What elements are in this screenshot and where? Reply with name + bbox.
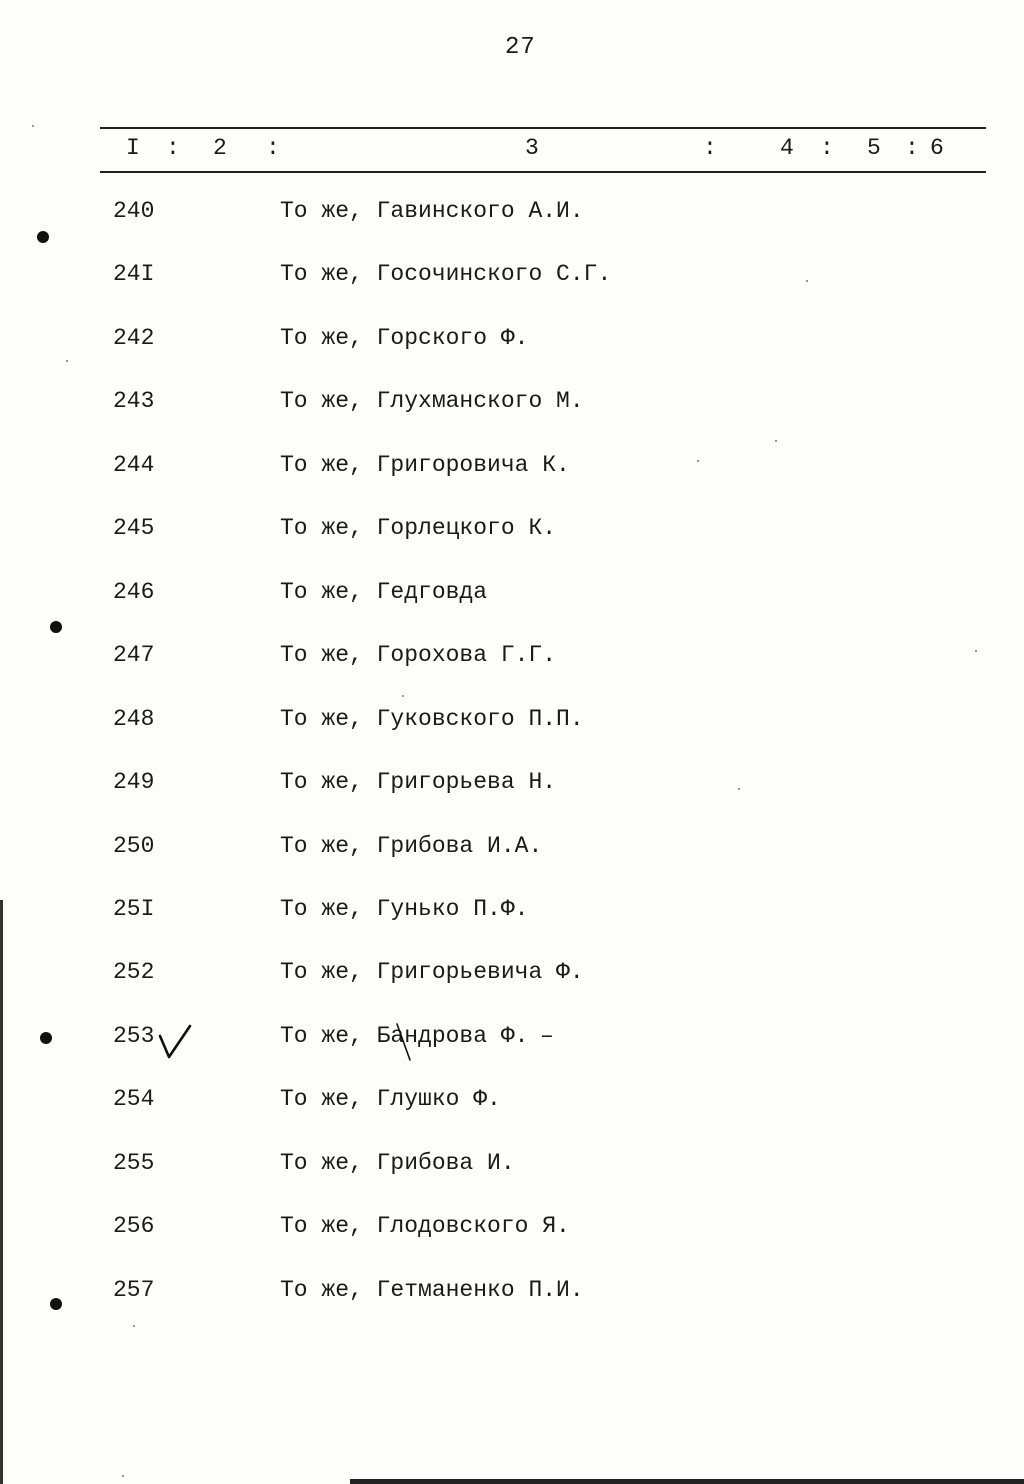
row-description: То же, Григорьева Н. <box>280 769 557 795</box>
scan-speck <box>697 460 699 462</box>
row-number: 244 <box>113 452 155 478</box>
punch-hole-icon <box>50 1298 62 1310</box>
handwritten-check-icon <box>158 1024 192 1060</box>
scan-edge-bottom <box>350 1479 1024 1484</box>
row-number: 254 <box>113 1086 155 1112</box>
table-row <box>0 261 1024 295</box>
header-bottom-rule <box>100 171 986 173</box>
row-description: То же, Григорьевича Ф. <box>280 959 584 985</box>
row-number: 240 <box>113 198 155 224</box>
row-number: 246 <box>113 579 155 605</box>
table-row <box>0 896 1024 930</box>
scan-speck <box>738 788 740 790</box>
scan-speck <box>32 125 34 127</box>
punch-hole-icon <box>50 621 62 633</box>
row-dash-mark: – <box>540 1023 554 1049</box>
scan-speck <box>122 1475 124 1477</box>
header-separator: : <box>166 135 180 161</box>
row-number: 257 <box>113 1277 155 1303</box>
table-row <box>0 388 1024 422</box>
header-top-rule <box>100 127 986 129</box>
table-row <box>0 452 1024 486</box>
row-description: То же, Госочинского С.Г. <box>280 261 612 287</box>
row-description: То же, Горского Ф. <box>280 325 529 351</box>
row-number: 250 <box>113 833 155 859</box>
header-separator: : <box>820 135 834 161</box>
handwritten-strike-icon <box>394 1022 414 1062</box>
row-number: 25I <box>113 896 155 922</box>
row-number: 249 <box>113 769 155 795</box>
header-separator: : <box>266 135 280 161</box>
row-number: 255 <box>113 1150 155 1176</box>
row-description: То же, Гедговда <box>280 579 488 605</box>
row-number: 256 <box>113 1213 155 1239</box>
table-row <box>0 706 1024 740</box>
row-number: 248 <box>113 706 155 732</box>
header-col-3: 3 <box>525 135 539 161</box>
scan-speck <box>975 650 977 652</box>
table-row <box>0 515 1024 549</box>
header-separator: : <box>703 135 717 161</box>
row-description: То же, Гуковского П.П. <box>280 706 584 732</box>
table-row <box>0 642 1024 676</box>
row-description: То же, Гавинского А.И. <box>280 198 584 224</box>
table-row <box>0 1277 1024 1311</box>
row-number: 243 <box>113 388 155 414</box>
row-description: То же, Бандрова Ф. <box>280 1023 529 1049</box>
header-col-4: 4 <box>780 135 794 161</box>
table-row <box>0 198 1024 232</box>
row-number: 245 <box>113 515 155 541</box>
header-col-5: 5 <box>867 135 881 161</box>
scan-speck <box>806 280 808 282</box>
header-col-2: 2 <box>213 135 227 161</box>
row-description: То же, Глухманского М. <box>280 388 584 414</box>
page-number: 27 <box>505 34 536 61</box>
scan-speck <box>66 360 68 362</box>
row-description: То же, Горохова Г.Г. <box>280 642 557 668</box>
row-description: То же, Грибова И. <box>280 1150 515 1176</box>
row-description: То же, Глушко Ф. <box>280 1086 501 1112</box>
scan-speck <box>133 1325 135 1327</box>
scan-speck <box>402 695 404 697</box>
table-row <box>0 769 1024 803</box>
row-description: То же, Григоровича К. <box>280 452 570 478</box>
table-header <box>0 135 1024 165</box>
punch-hole-icon <box>40 1032 52 1044</box>
header-separator: : <box>905 135 919 161</box>
table-row <box>0 1150 1024 1184</box>
table-row <box>0 833 1024 867</box>
row-number: 24I <box>113 261 155 287</box>
table-row <box>0 959 1024 993</box>
row-number: 242 <box>113 325 155 351</box>
row-number: 252 <box>113 959 155 985</box>
scan-edge-left <box>0 900 3 1484</box>
table-row <box>0 1213 1024 1247</box>
header-col-1: I <box>126 135 140 161</box>
header-col-6: 6 <box>930 135 944 161</box>
table-row <box>0 1023 1024 1057</box>
scan-speck <box>775 440 777 442</box>
row-description: То же, Гетманенко П.И. <box>280 1277 584 1303</box>
row-number: 247 <box>113 642 155 668</box>
row-description: То же, Горлецкого К. <box>280 515 557 541</box>
punch-hole-icon <box>37 231 49 243</box>
table-row <box>0 325 1024 359</box>
row-description: То же, Глодовского Я. <box>280 1213 570 1239</box>
row-number: 253 <box>113 1023 155 1049</box>
row-description: То же, Грибова И.А. <box>280 833 543 859</box>
table-row <box>0 579 1024 613</box>
table-row <box>0 1086 1024 1120</box>
row-description: То же, Гунько П.Ф. <box>280 896 529 922</box>
